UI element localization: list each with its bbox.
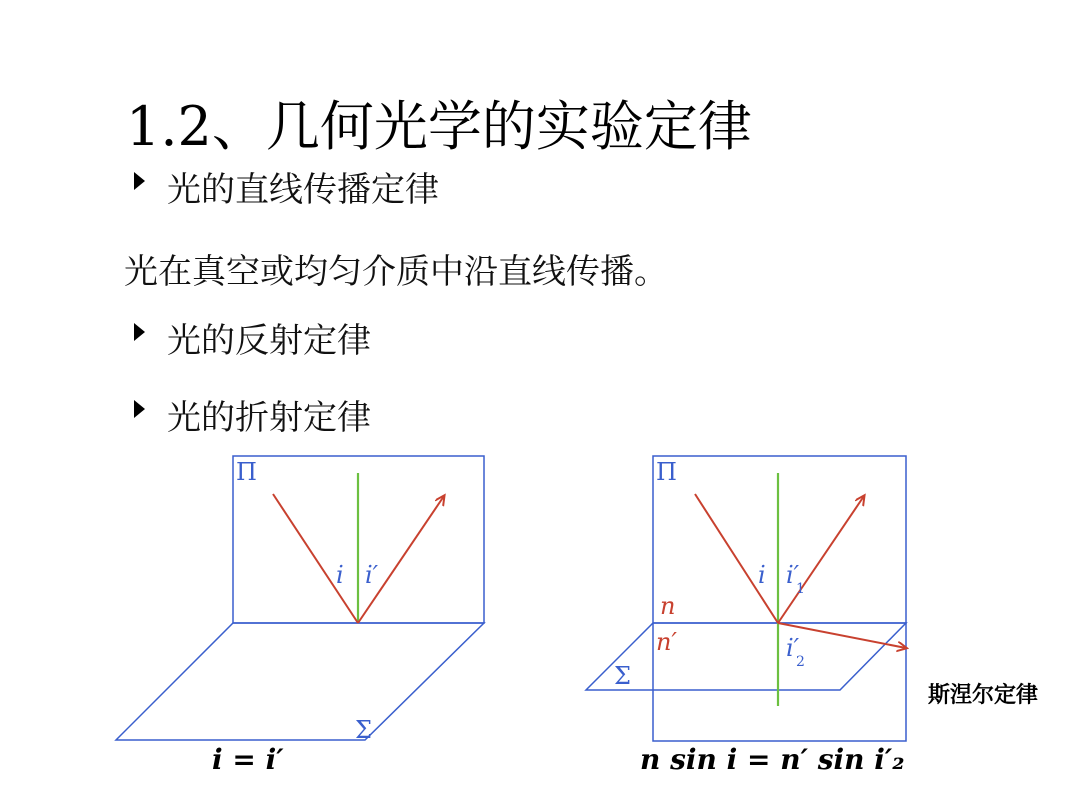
incident-ray-right [695, 494, 778, 623]
page-title: 1.2、几何光学的实验定律 [126, 95, 752, 158]
medium-n-label: n [660, 592, 676, 620]
incident-ray-left [273, 494, 358, 623]
snell-equation: n sin i = n′ sin i′₂ [640, 743, 905, 776]
angle-i1-subscript: 1 [796, 581, 805, 597]
plane-pi-label-right: Π [656, 458, 677, 486]
snell-law-label: 斯涅尔定律 [928, 683, 1039, 708]
plane-pi-label-left: Π [236, 458, 257, 486]
bullet-item-label: 光的折射定律 [167, 398, 371, 438]
reflection-equation: i = i′ [212, 743, 284, 776]
plane-sigma-left [116, 623, 484, 740]
angle-i2-prime-label-right: i′ [786, 634, 800, 662]
angle-i2-subscript: 2 [796, 654, 805, 670]
bullet-item-label: 光的直线传播定律 [167, 170, 439, 210]
angle-i-prime-label-left: i′ [365, 561, 379, 589]
angle-i-label-right: i [758, 561, 766, 589]
body-text: 光在真空或均匀介质中沿直线传播。 [124, 252, 668, 292]
medium-n-prime-label: n′ [656, 628, 677, 656]
bullet-item-label: 光的反射定律 [167, 321, 371, 361]
angle-i1-prime-label-right: i′ [786, 561, 800, 589]
angle-i-label-left: i [336, 561, 344, 589]
reflected-ray-right [778, 496, 864, 623]
plane-sigma-label-left: Σ [355, 716, 372, 744]
reflected-ray-left [358, 496, 444, 623]
plane-sigma-right [586, 623, 906, 690]
plane-pi-right [653, 456, 906, 623]
plane-sigma-label-right: Σ [614, 662, 631, 690]
